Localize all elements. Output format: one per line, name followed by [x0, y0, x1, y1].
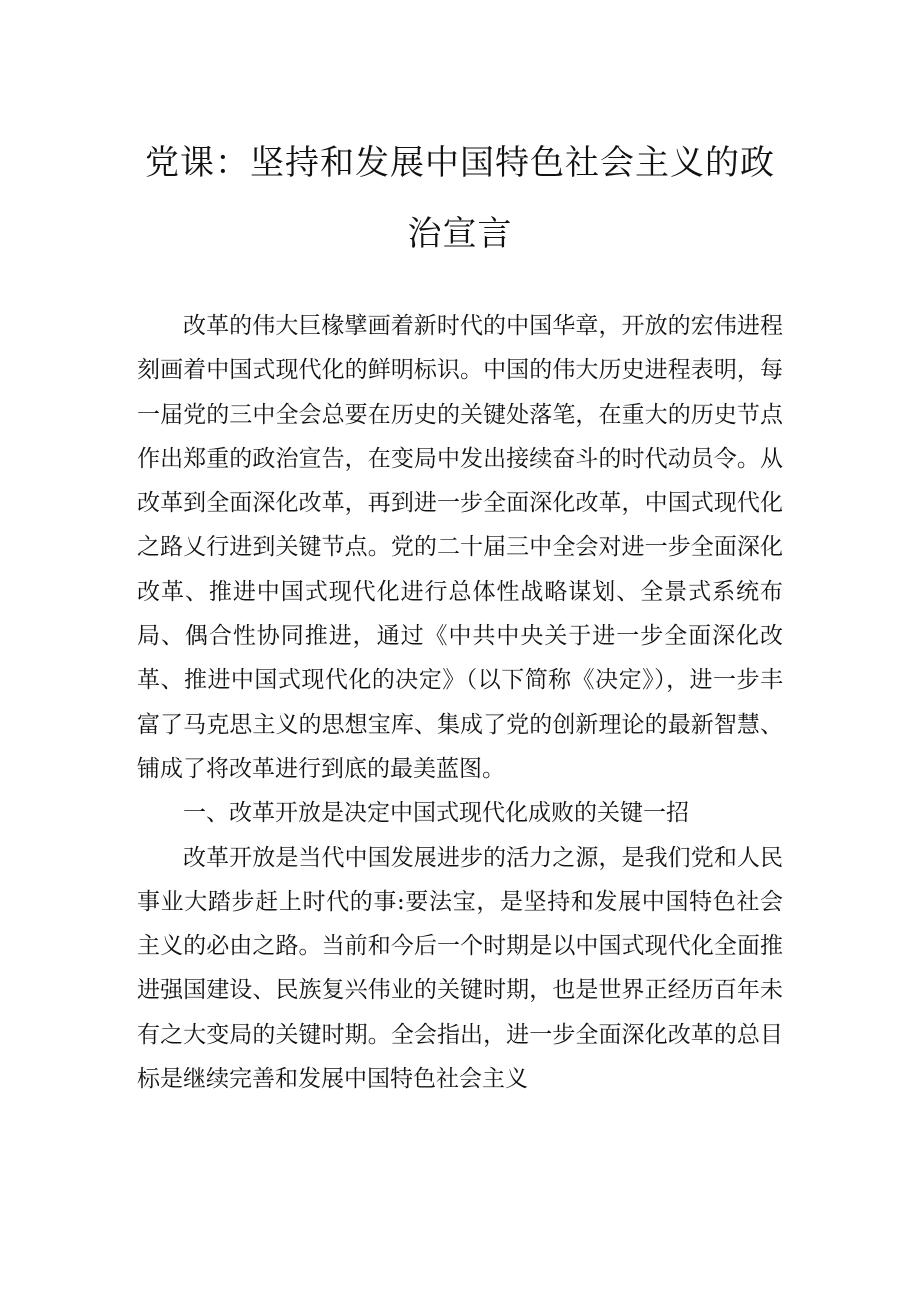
paragraph-section-1: 改革开放是当代中国发展进步的活力之源，是我们党和人民事业大踏步赶上时代的事:要法宝，是坚持和发展中国特色社会主义的必由之路。当前和今后一个时期是以中国式现代化全面推进强国建设、民族复兴伟业的关键时期，也是世界正经历百年未有之大变局的关键时期。全会指出，进一步全面深化改革的总目标是继续完善和发展中国特色社会主义 — [137, 844, 783, 1093]
section-heading-1: 一、改革开放是决定中国式现代化成败的关键一招 — [183, 800, 689, 827]
document-body — [137, 304, 783, 1101]
paragraph-intro: 改革的伟大巨椽擘画着新时代的中国华章，开放的宏伟进程刻画着中国式现代化的鲜明标识。中国的伟大历史进程表明，每一届党的三中全会总要在历史的关键处落笔，在重大的历史节点作出郑重的政治宣告，在变局中发出接续奋斗的时代动员令。从改革到全面深化改革，再到进一步全面深化改革，中国式现代化之路乂行进到关键节点。党的二十届三中全会对进一步全面深化改革、推进中国式现代化进行总体性战略谋划、全景式系统布局、偶合性协同推进，通过《中共中央关于进一步全面深化改革、推进中国式现代化的决定》（以下简称《决定》），进一步丰富了马克思主义的思想宝库、集成了党的创新理论的最新智慧、铺成了将改革进行到底的最美蓝图。 — [137, 313, 783, 782]
document-title: 党课：坚持和发展中国特色社会主义的政治宣言 — [145, 143, 775, 254]
